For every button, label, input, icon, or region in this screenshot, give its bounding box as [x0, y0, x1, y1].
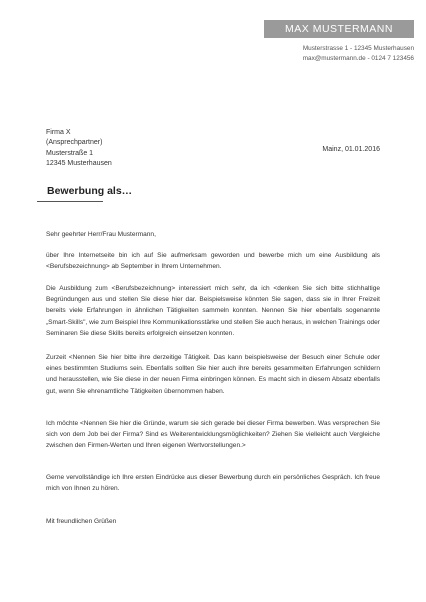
- recipient-street: Musterstraße 1: [46, 149, 94, 157]
- closing: Mit freundlichen Grüßen: [46, 518, 117, 525]
- body-paragraph-5: Gerne vervollständige ich Ihre ersten Eindrücke aus dieser Bewerbung durch ein persönliches Gespräch. Ich freue mich von Ihnen zu hören.: [46, 474, 380, 493]
- recipient-company: Firma X: [46, 129, 71, 136]
- recipient-contact-person: (Ansprechpartner): [46, 139, 103, 147]
- recipient-city: 12345 Musterhausen: [46, 159, 112, 167]
- body-paragraph-4: Ich möchte <Nennen Sie hier die Gründe, warum sie sich gerade bei dieser Firma bewerben. Was versprechen Sie sich von dem Job bei der Firma? Sind es Weiterentwicklungsmöglichkeiten? Ziehen Sie vielleicht auch Vergleiche zwischen den Firmen-Werten und Ihren eigenen Wertvorstellungen.>: [46, 420, 380, 450]
- sender-contact: max@mustermann.de - 0124 7 123456: [302, 55, 414, 62]
- body-paragraph-2: Die Ausbildung zum <Berufsbezeichnung> interessiert mich sehr, da ich <denken Sie sich bitte stichhaltige Begründungen aus und stellen Sie diese hier dar. Beispielsweise könnten Sie sagen, dass sie in Ihrer Freizeit bereits viele Erfahrungen in ähnlichen Tätigkeiten sammeln konnten. Nennen Sie hier ebenfalls sogenannte „Smart-Skills", wie zum Beispiel Ihre Kommunikationsstärke und stellen Sie auch heraus, in welchen Trainings oder Seminaren Sie diese Skills bereits erfolgreich einsetzen konnten.: [46, 285, 380, 337]
- salutation: Sehr geehrter Herr/Frau Mustermann,: [46, 231, 156, 238]
- letter-date: Mainz, 01.01.2016: [322, 146, 380, 153]
- subject-underline: [37, 201, 103, 202]
- body-paragraph-3: Zurzeit <Nennen Sie hier bitte ihre derzeitige Tätigkeit. Das kann beispielsweise der Besuch einer Schule oder eines bestimmten Studiums sein. Ebenfalls sollten Sie hier auch ihre bereits gesammelten Erfahrungen schildern und herausstellen, wie Sie diese in der neuen Firma einbringen können. Es macht sich in diesem Absatz ebenfalls gut, wenn Sie ehrenamtliche Tätigkeiten übernommen haben.: [46, 354, 380, 395]
- recipient-address-block: [46, 128, 112, 169]
- sender-address: Musterstrasse 1 - 12345 Musterhausen: [302, 45, 414, 52]
- sender-name-banner: MAX MUSTERMANN: [264, 20, 414, 38]
- letter-subject: Bewerbung als…: [47, 185, 133, 197]
- body-paragraph-1: über Ihre Internetseite bin ich auf Sie aufmerksam geworden und bewerbe mich um eine Ausbildung als <Berufsbezeichnung> ab September in Ihrem Unternehmen.: [46, 252, 380, 271]
